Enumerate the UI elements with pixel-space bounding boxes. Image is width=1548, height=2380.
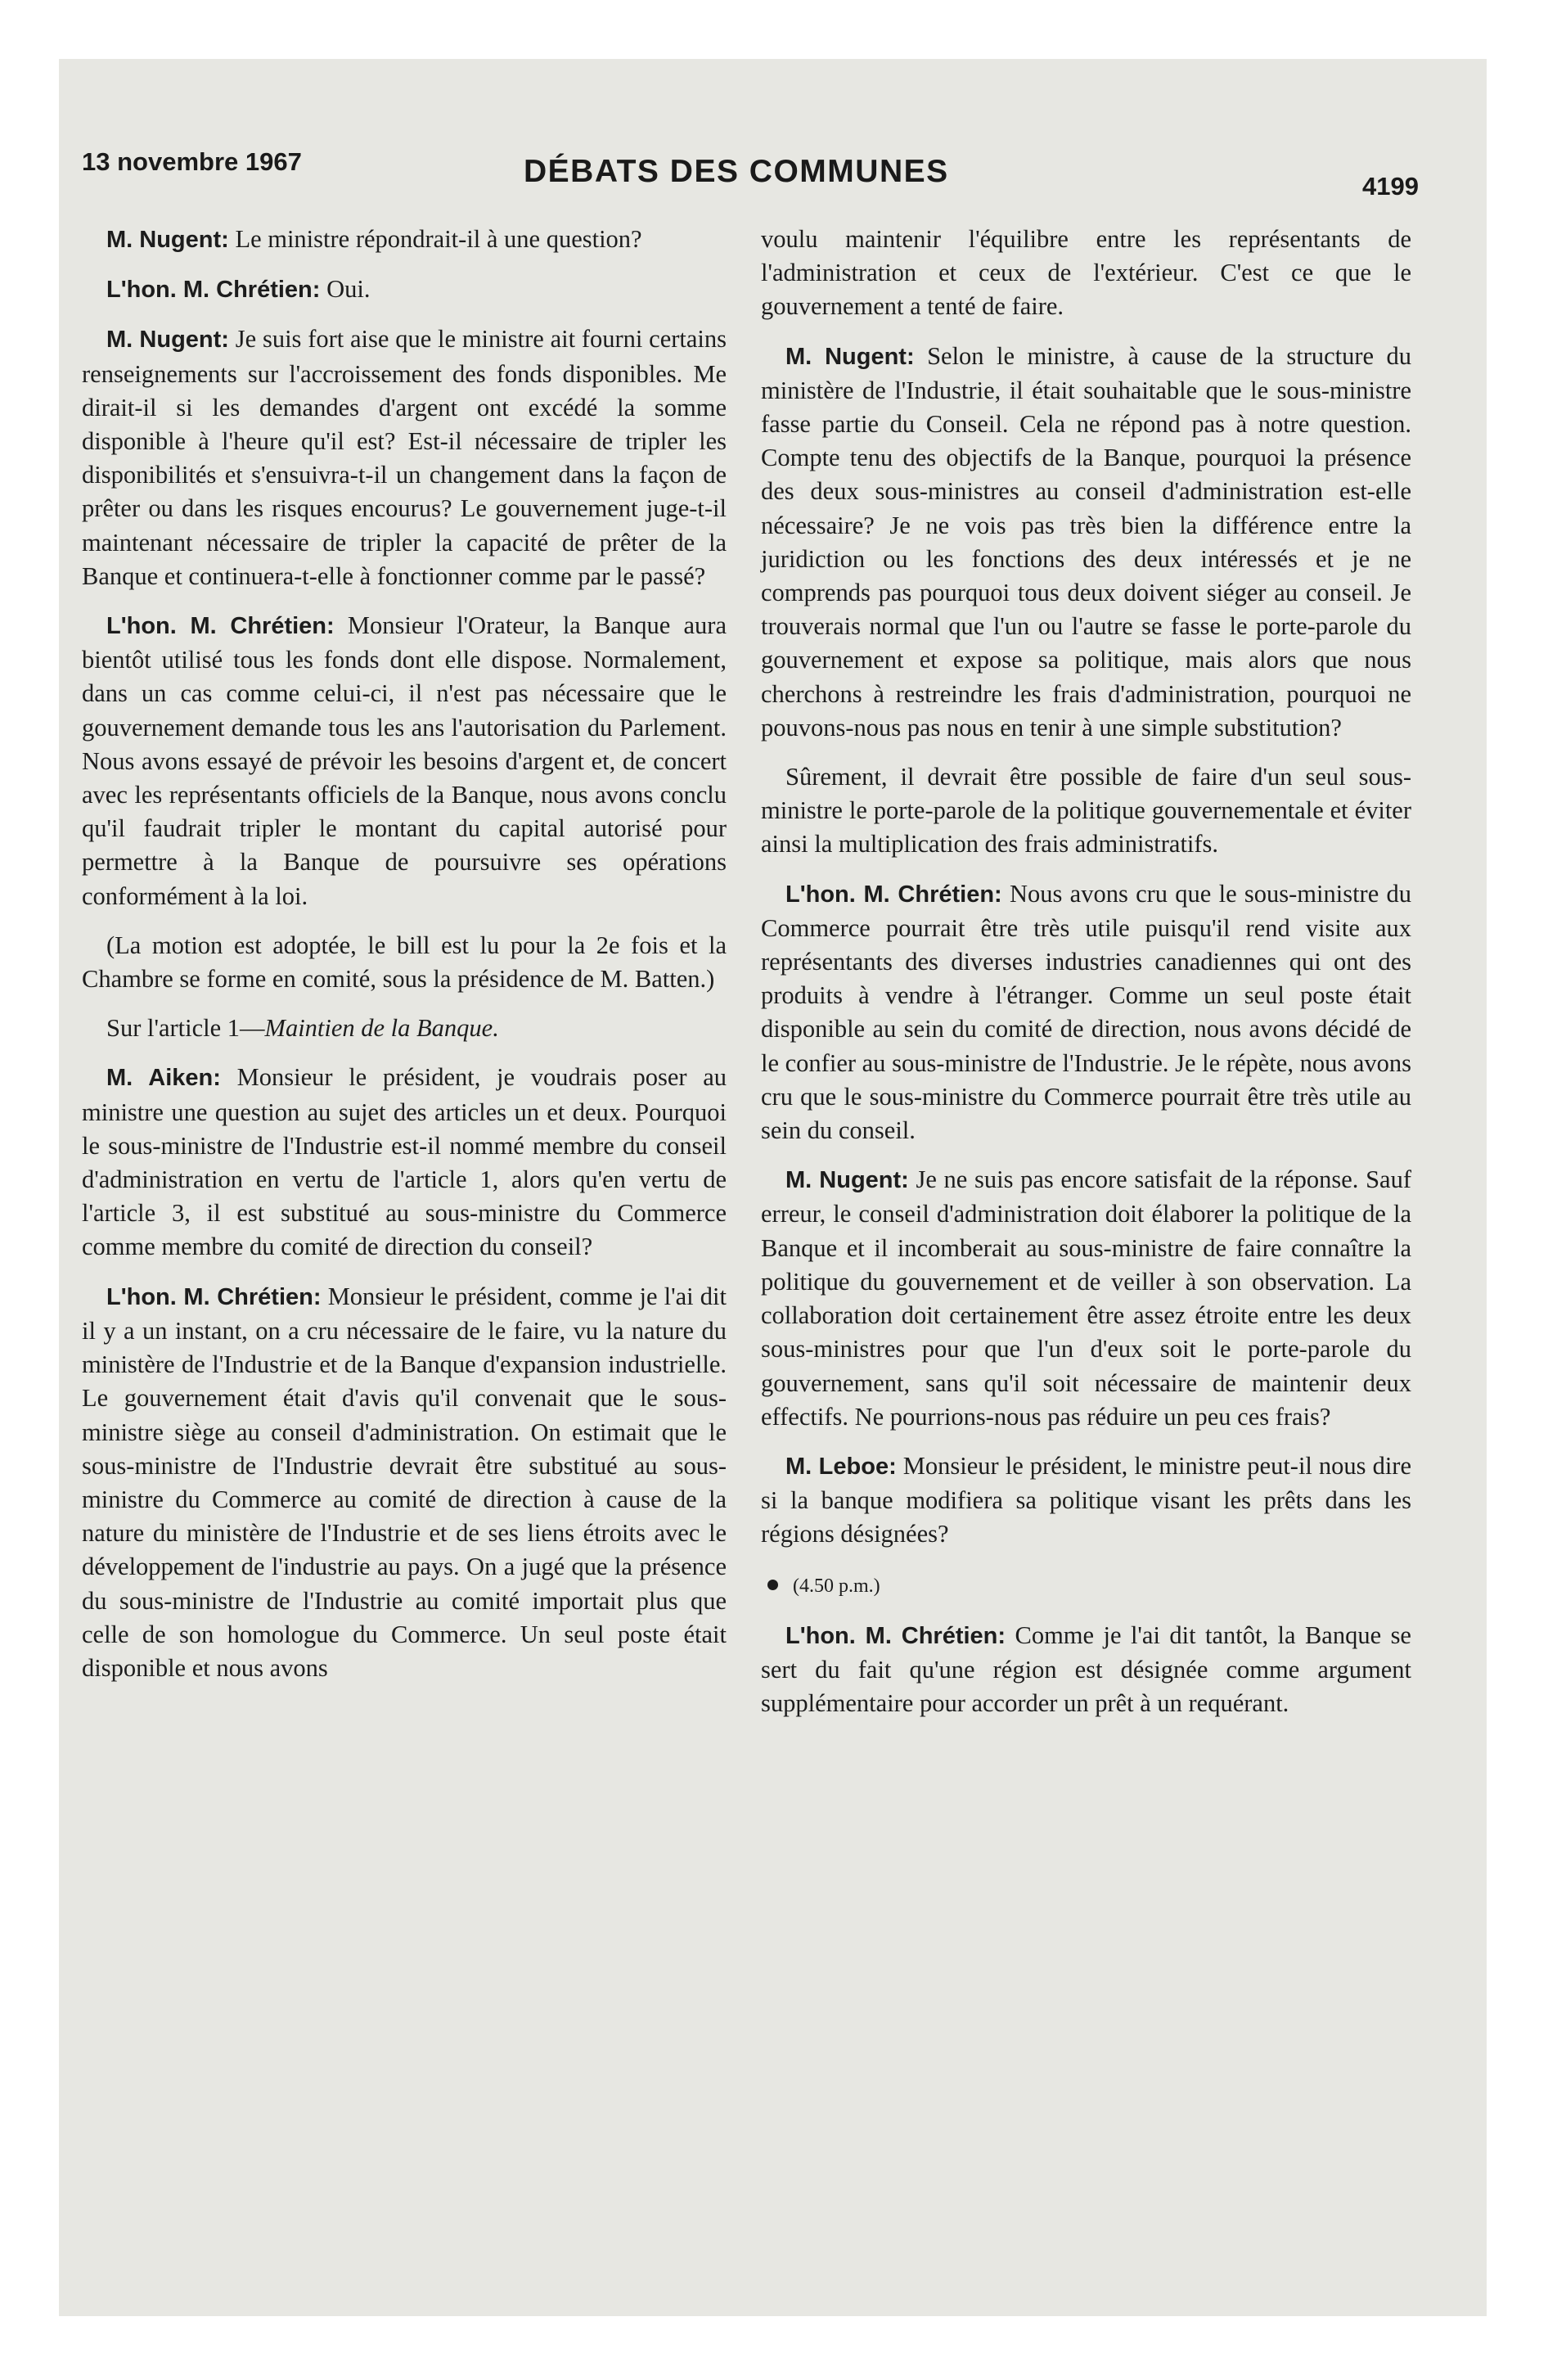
paragraph (761, 1163, 1411, 1434)
procedural-note (82, 929, 727, 996)
timestamp-text: (4.50 p.m.) (793, 1575, 880, 1597)
speaker-name: M. Nugent: (785, 343, 915, 370)
paragraph (82, 273, 727, 307)
paragraph (82, 609, 727, 913)
speaker-name: M. Leboe: (785, 1453, 897, 1480)
paragraph-text: Monsieur le président, le ministre peut-il nous dire si la banque modifiera sa politique visant les prêts dans les régions désignées? (761, 1451, 1412, 1548)
speaker-name: M. Aiken: (106, 1065, 221, 1092)
paragraph-text: Sur l'article 1— (106, 1014, 265, 1043)
speaker-name: L'hon. M. Chrétien: (785, 881, 1002, 908)
paragraph (761, 1449, 1411, 1552)
speaker-name: L'hon. M. Chrétien: (106, 1283, 322, 1310)
paragraph (761, 760, 1411, 862)
article-title: Maintien de la Banque. (264, 1014, 499, 1043)
paragraph-text: Monsieur le président, comme je l'ai dit il y a un instant, on a cru nécessaire de le faire, vu la nature du ministère de l'Industrie et de la Banque d'expansion industrielle. Le gouvernement était d'avis qu'il convenait que le sous-ministre siège au conseil d'administration. On estimait que le sous-ministre de l'Industrie devrait être substitué au sous-ministre du Commerce au comité de direction à cause de la nature du ministère de l'Industrie et de ses liens étroits avec le développement de l'industrie au pays. On a jugé que la présence du sous-ministre de l'Industrie au comité importait plus que celle de son homologue du Commerce. Un seul poste était disponible et nous avons (82, 1282, 727, 1682)
paragraph-text: Monsieur le président, je voudrais poser au ministre une question au sujet des articles un et deux. Pourquoi le sous-ministre de l'Industrie est-il nommé membre du conseil d'administration en vertu de l'article 1, alors qu'en vertu de l'article 3, il est substitué au sous-ministre du Commerce comme membre du comité de direction du conseil? (82, 1063, 727, 1261)
paragraph-text: voulu maintenir l'équilibre entre les représentants de l'administration et ceux de l'extérieur. C'est ce que le gouvernement a tenté de faire. (761, 225, 1411, 321)
paragraph (761, 340, 1411, 745)
right-column (761, 223, 1411, 1736)
article-heading (82, 1012, 727, 1045)
paragraph (82, 1280, 727, 1685)
paragraph (82, 322, 727, 593)
speaker-name: L'hon. M. Chrétien: (785, 1622, 1006, 1649)
header-date: 13 novembre 1967 (82, 147, 302, 176)
paragraph-text: Monsieur l'Orateur, la Banque aura bientôt utilisé tous les fonds dont elle dispose. Normalement, dans un cas comme celui-ci, il n'est pas nécessaire que le gouvernement demande tous les ans l'autorisation du Parlement. Nous avons essayé de prévoir les besoins d'argent et, de concert avec les représentants officiels de la Banque, nous avons conclu qu'il faudrait tripler le montant du capital autorisé pour permettre à la Banque de poursuivre ses opérations conformément à la loi. (82, 611, 727, 910)
left-column (82, 223, 727, 1701)
speaker-name: L'hon. M. Chrétien: (106, 277, 321, 304)
paragraph-text: Nous avons cru que le sous-ministre du Commerce pourrait être très utile puisqu'il rend visite aux représentants des diverses industries canadiennes qui ont des produits à vendre à l'étranger. Comme un seul poste était disponible au sein du comité de direction, nous avons décidé de le confier au sous-ministre de l'Industrie. Je le répète, nous avons cru que le sous-ministre du Commerce pourrait être très utile au sein du conseil. (761, 879, 1412, 1145)
timestamp (761, 1567, 1411, 1603)
speaker-name: L'hon. M. Chrétien: (106, 613, 335, 640)
paragraph (82, 223, 727, 257)
paragraph-text: Je ne suis pas encore satisfait de la réponse. Sauf erreur, le conseil d'administration doit élaborer la politique de la Banque et il incomberait au sous-ministre de faire connaître la politique du gouvernement et de veiller à son observation. La collaboration doit certainement être assez étroite entre les deux sous-ministres pour que l'un d'eux soit le porte-parole du gouvernement, sans qu'il soit nécessaire de maintenir deux effectifs. Ne pourrions-nous pas réduire un peu ces frais? (761, 1165, 1411, 1431)
paragraph (82, 1061, 727, 1264)
page-number: 4199 (1362, 172, 1419, 201)
paragraph-text: Selon le ministre, à cause de la structure du ministère de l'Industrie, il était souhaitable que le sous-ministre fasse partie du Conseil. Cela ne répond pas à notre question. Compte tenu des objectifs de la Banque, pourquoi la présence des deux sous-ministres au conseil d'administration est-elle nécessaire? Je ne vois pas très bien la différence entre la juridiction ou les fonctions des deux intéressés et je ne comprends pas pourquoi tous deux doivent siéger au conseil. Je trouverais normal que l'un ou l'autre se fasse le porte-parole du gouvernement et expose sa politique, mais alors que nous cherchons à restreindre les frais d'administration, pourquoi ne pouvons-nous pas nous en tenir à une simple substitution? (761, 341, 1411, 741)
header-title: DÉBATS DES COMMUNES (524, 154, 949, 189)
paragraph (761, 1619, 1411, 1721)
speaker-name: M. Nugent: (785, 1167, 909, 1194)
speaker-name: M. Nugent: (106, 227, 229, 253)
paragraph-text: Sûrement, il devrait être possible de faire d'un seul sous-ministre le porte-parole de la politique gouvernementale et éviter ainsi la multiplication des frais administratifs. (761, 763, 1411, 859)
paragraph-text: (La motion est adoptée, le bill est lu pour la 2e fois et la Chambre se forme en comité, sous la présidence de M. Batten.) (82, 931, 727, 994)
paragraph-text: Comme je l'ai dit tantôt, la Banque se sert du fait qu'une région est désignée comme argument supplémentaire pour accorder un prêt à un requérant. (761, 1620, 1411, 1718)
speaker-name: M. Nugent: (106, 327, 229, 354)
paragraph (761, 223, 1411, 324)
paragraph-text: Le ministre répondrait-il à une question? (235, 225, 642, 253)
paragraph-text: Oui. (326, 275, 371, 304)
paragraph (761, 877, 1411, 1148)
paragraph-text: Je suis fort aise que le ministre ait fourni certains renseignements sur l'accroissement des fonds disponibles. Me dirait-il si les demandes d'argent ont excédé la somme disponible à l'heure qu'il est? Est-il nécessaire de tripler les disponibilités et s'ensuivra-t-il un changement dans la façon de prêter ou dans les risques encourus? Le gouvernement juge-t-il maintenant nécessaire de tripler la capacité de prêter de la Banque et continuera-t-elle à fonctionner comme par le passé? (82, 325, 727, 590)
bullet-icon (767, 1580, 778, 1590)
